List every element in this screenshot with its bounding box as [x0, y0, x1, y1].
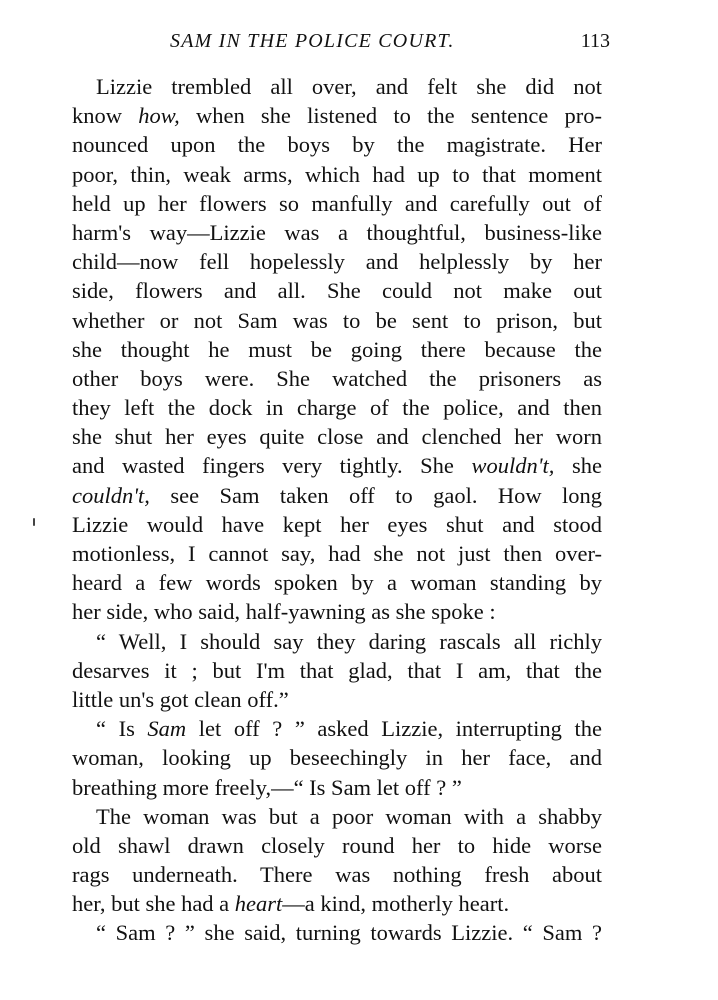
text-line: other boys were. She watched the prisoners as [72, 365, 602, 391]
text-run: know [72, 103, 139, 129]
italic-word: couldn't, [72, 482, 150, 508]
text-line: held up her flowers so manfully and carefully out of [72, 190, 602, 216]
text-line: desarves it ; but I'm that glad, that I am, that the [72, 657, 602, 683]
text-line: poor, thin, weak arms, which had up to that moment [72, 161, 602, 187]
text-line: nounced upon the boys by the magistrate. Her [72, 132, 602, 158]
text-line: “ Well, I should say they daring rascals all richly [96, 628, 602, 654]
text-run: she [554, 453, 602, 479]
text-line: her side, who said, half-yawning as she spoke : [72, 599, 496, 625]
text-line: The woman was but a poor woman with a shabby [96, 803, 602, 829]
text-line: woman, looking up beseechingly in her face, and [72, 745, 602, 771]
italic-word: how, [138, 103, 180, 129]
italic-word: wouldn't, [471, 453, 555, 479]
text-line: Lizzie would have kept her eyes shut and stood [72, 511, 602, 537]
text-run: when she listened to the sentence pro- [179, 103, 603, 129]
text-line: old shawl drawn closely round her to hide worse [72, 832, 602, 858]
text-line: rags underneath. There was nothing fresh about [72, 862, 602, 888]
text-line [72, 101, 602, 130]
text-line: heard a few words spoken by a woman standing by [72, 570, 602, 596]
text-line: motionless, I cannot say, had she not just then over- [72, 541, 602, 566]
text-line: whether or not Sam was to be sent to prison, but [72, 307, 602, 333]
text-line [72, 889, 602, 918]
running-title: SAM IN THE POLICE COURT. [170, 30, 455, 52]
body-text [72, 72, 602, 948]
print-speck [33, 518, 35, 526]
text-run: —a kind, motherly heart. [282, 891, 510, 917]
text-line: harm's way—Lizzie was a thoughtful, business-like [72, 219, 602, 245]
italic-word: Sam [147, 716, 187, 742]
text-run: see Sam taken off to gaol. How long [149, 482, 602, 508]
page-number: 113 [580, 30, 610, 52]
text-line: they left the dock in charge of the police, and then [72, 395, 602, 421]
text-run: her, but she had a [72, 891, 235, 917]
text-line: little un's got clean off.” [72, 686, 289, 712]
running-head [70, 30, 610, 58]
text-line: Lizzie trembled all over, and felt she did not [96, 74, 602, 99]
text-line: “ Sam ? ” she said, turning towards Lizzie. “ Sam ? [96, 920, 602, 946]
text-line: child—now fell hopelessly and helplessly by her [72, 249, 602, 275]
text-line [72, 451, 602, 480]
text-run: “ Is [96, 716, 148, 742]
text-line: side, flowers and all. She could not make out [72, 278, 602, 304]
text-line: breathing more freely,—“ Is Sam let off ? ” [72, 774, 462, 800]
text-line: she shut her eyes quite close and clenched her worn [72, 424, 602, 450]
text-line [72, 714, 602, 743]
text-run: and wasted fingers very tightly. She [72, 453, 472, 479]
text-line: she thought he must be going there because the [72, 336, 602, 362]
text-run: let off ? ” asked Lizzie, interrupting the [186, 716, 602, 742]
italic-word: heart [234, 891, 283, 917]
text-line [72, 481, 602, 510]
